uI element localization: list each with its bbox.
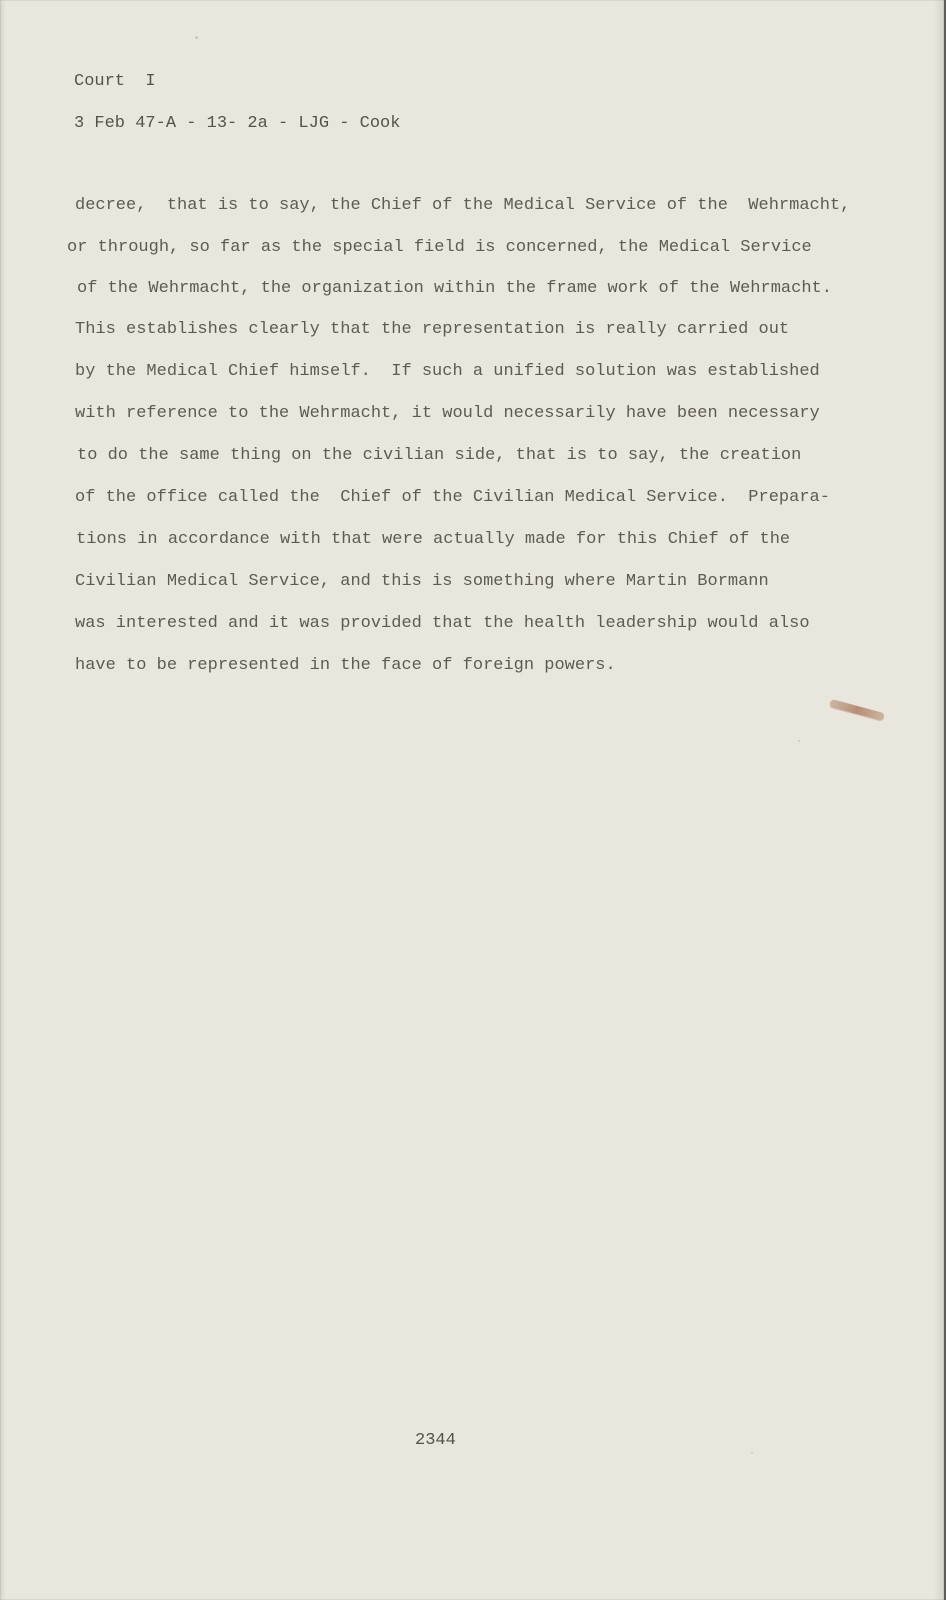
paper-speck: [798, 740, 800, 742]
body-line: of the office called the Chief of the Civilian Medical Service. Prepara-: [75, 488, 830, 507]
body-line: or through, so far as the special field is concerned, the Medical Service: [67, 238, 812, 257]
page-number: 2344: [415, 1431, 456, 1450]
body-line: to do the same thing on the civilian side, that is to say, the creation: [77, 446, 802, 465]
paper-speck: [751, 1452, 753, 1454]
body-line: by the Medical Chief himself. If such a unified solution was established: [75, 362, 820, 381]
court-heading: Court I: [74, 72, 156, 91]
paper-speck: [195, 36, 198, 39]
body-line: decree, that is to say, the Chief of the Medical Service of the Wehrmacht,: [75, 196, 851, 215]
reference-heading: 3 Feb 47-A - 13- 2a - LJG - Cook: [74, 114, 401, 133]
body-line: have to be represented in the face of foreign powers.: [75, 656, 616, 675]
body-line: tions in accordance with that were actually made for this Chief of the: [76, 530, 791, 549]
body-line: was interested and it was provided that the health leadership would also: [75, 614, 810, 633]
page-right-edge: [934, 0, 944, 1600]
body-line: Civilian Medical Service, and this is something where Martin Bormann: [75, 572, 769, 591]
body-line: This establishes clearly that the representation is really carried out: [75, 320, 790, 339]
paper-smudge: [829, 699, 885, 721]
body-line: with reference to the Wehrmacht, it would necessarily have been necessary: [75, 404, 820, 423]
page-left-edge: [0, 0, 6, 1600]
body-line: of the Wehrmacht, the organization within the frame work of the Wehrmacht.: [77, 279, 832, 298]
